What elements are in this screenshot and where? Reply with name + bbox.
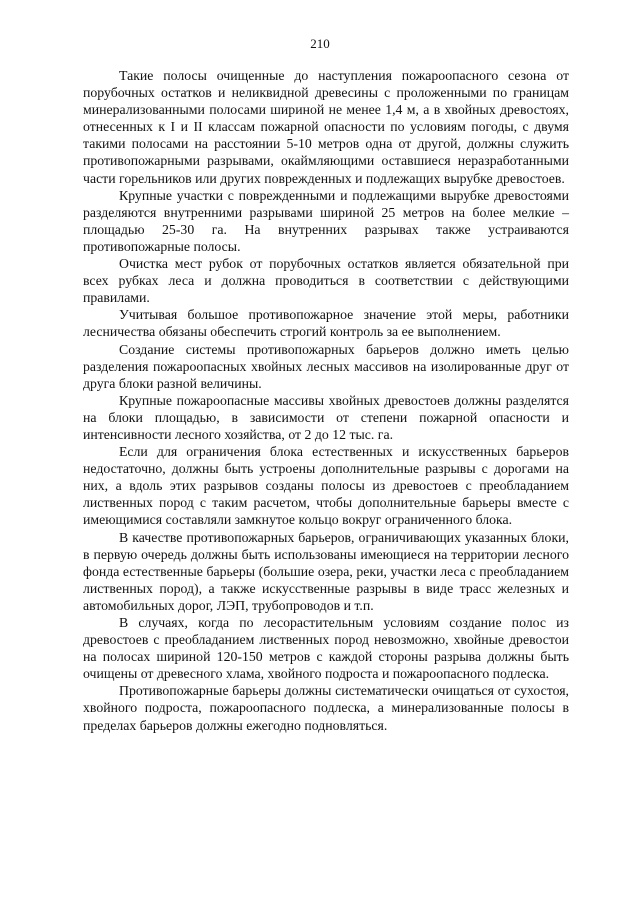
paragraph: Если для ограничения блока естественных и искусственных барьеров недостаточно, должны быть устроены дополнительные разрывы с дорогами на них, а вдоль этих разрывов созданы полосы из древостоев с преобладанием лиственных пород с таким расчетом, чтобы дополнительные барьеры вместе с имеющимися составляли замкнутое кольцо вокруг ограниченного блока.	[83, 444, 569, 528]
paragraph: В случаях, когда по лесорастительным условиям создание полос из древостоев с преобладанием лиственных пород невозможно, хвойные древостои на полосах шириной 120-150 метров с каждой стороны разрыва должны быть очищены от древесного хлама, хвойного подроста и пожароопасного подлеска.	[83, 615, 569, 682]
paragraph: Крупные пожароопасные массивы хвойных древостоев должны разделятся на блоки площадью, в зависимости от степени пожарной опасности и интенсивности лесного хозяйства, от 2 до 12 тыс. га.	[83, 392, 569, 442]
paragraph: Создание системы противопожарных барьеров должно иметь целью разделения пожароопасных хвойных лесных массивов на изолированные друг от друга блоки разной величины.	[83, 341, 569, 391]
paragraph: Противопожарные барьеры должны систематически очищаться от сухостоя, хвойного подроста, пожароопасного подлеска, а минерализованные полосы в пределах барьеров должны ежегодно подновляться.	[83, 683, 569, 733]
paragraph: Учитывая большое противопожарное значение этой меры, работники лесничества обязаны обеспечить строгий контроль за ее выполнением.	[83, 307, 569, 340]
page-number: 210	[310, 36, 330, 51]
paragraph: Крупные участки с поврежденными и подлежащими вырубке древостоями разделяются внутренними разрывами шириной 25 метров на более мелкие – площадью 25-30 га. На внутренних разрывах также устраиваются противопожарные полосы.	[83, 187, 569, 254]
paragraph: В качестве противопожарных барьеров, ограничивающих указанных блоки, в первую очередь должны быть использованы имеющиеся на территории лесного фонда естественные барьеры (большие озера, реки, участки леса с преобладанием лиственных пород), а также искусственные разрывы в виде трасс железных и автомобильных дорог, ЛЭП, трубопроводов и т.п.	[83, 529, 569, 613]
document-body	[83, 67, 569, 734]
paragraph: Очистка мест рубок от порубочных остатков является обязательной при всех рубках леса и должна проводиться в соответствии с действующими правилами.	[83, 256, 569, 306]
paragraph: Такие полосы очищенные до наступления пожароопасного сезона от порубочных остатков и неликвидной древесины с проложенными по границам минерализованными полосами шириной не менее 1,4 м, а в хвойных древостоях, отнесенных к I и II классам пожарной опасности по условиям погоды, с двумя такими полосами на расстоянии 5-10 метров одна от другой, должны служить противопожарными разрывами, окаймляющими оставшиеся неразработанными части горельников или других поврежденных и подлежащих вырубке древостоев.	[83, 68, 569, 186]
